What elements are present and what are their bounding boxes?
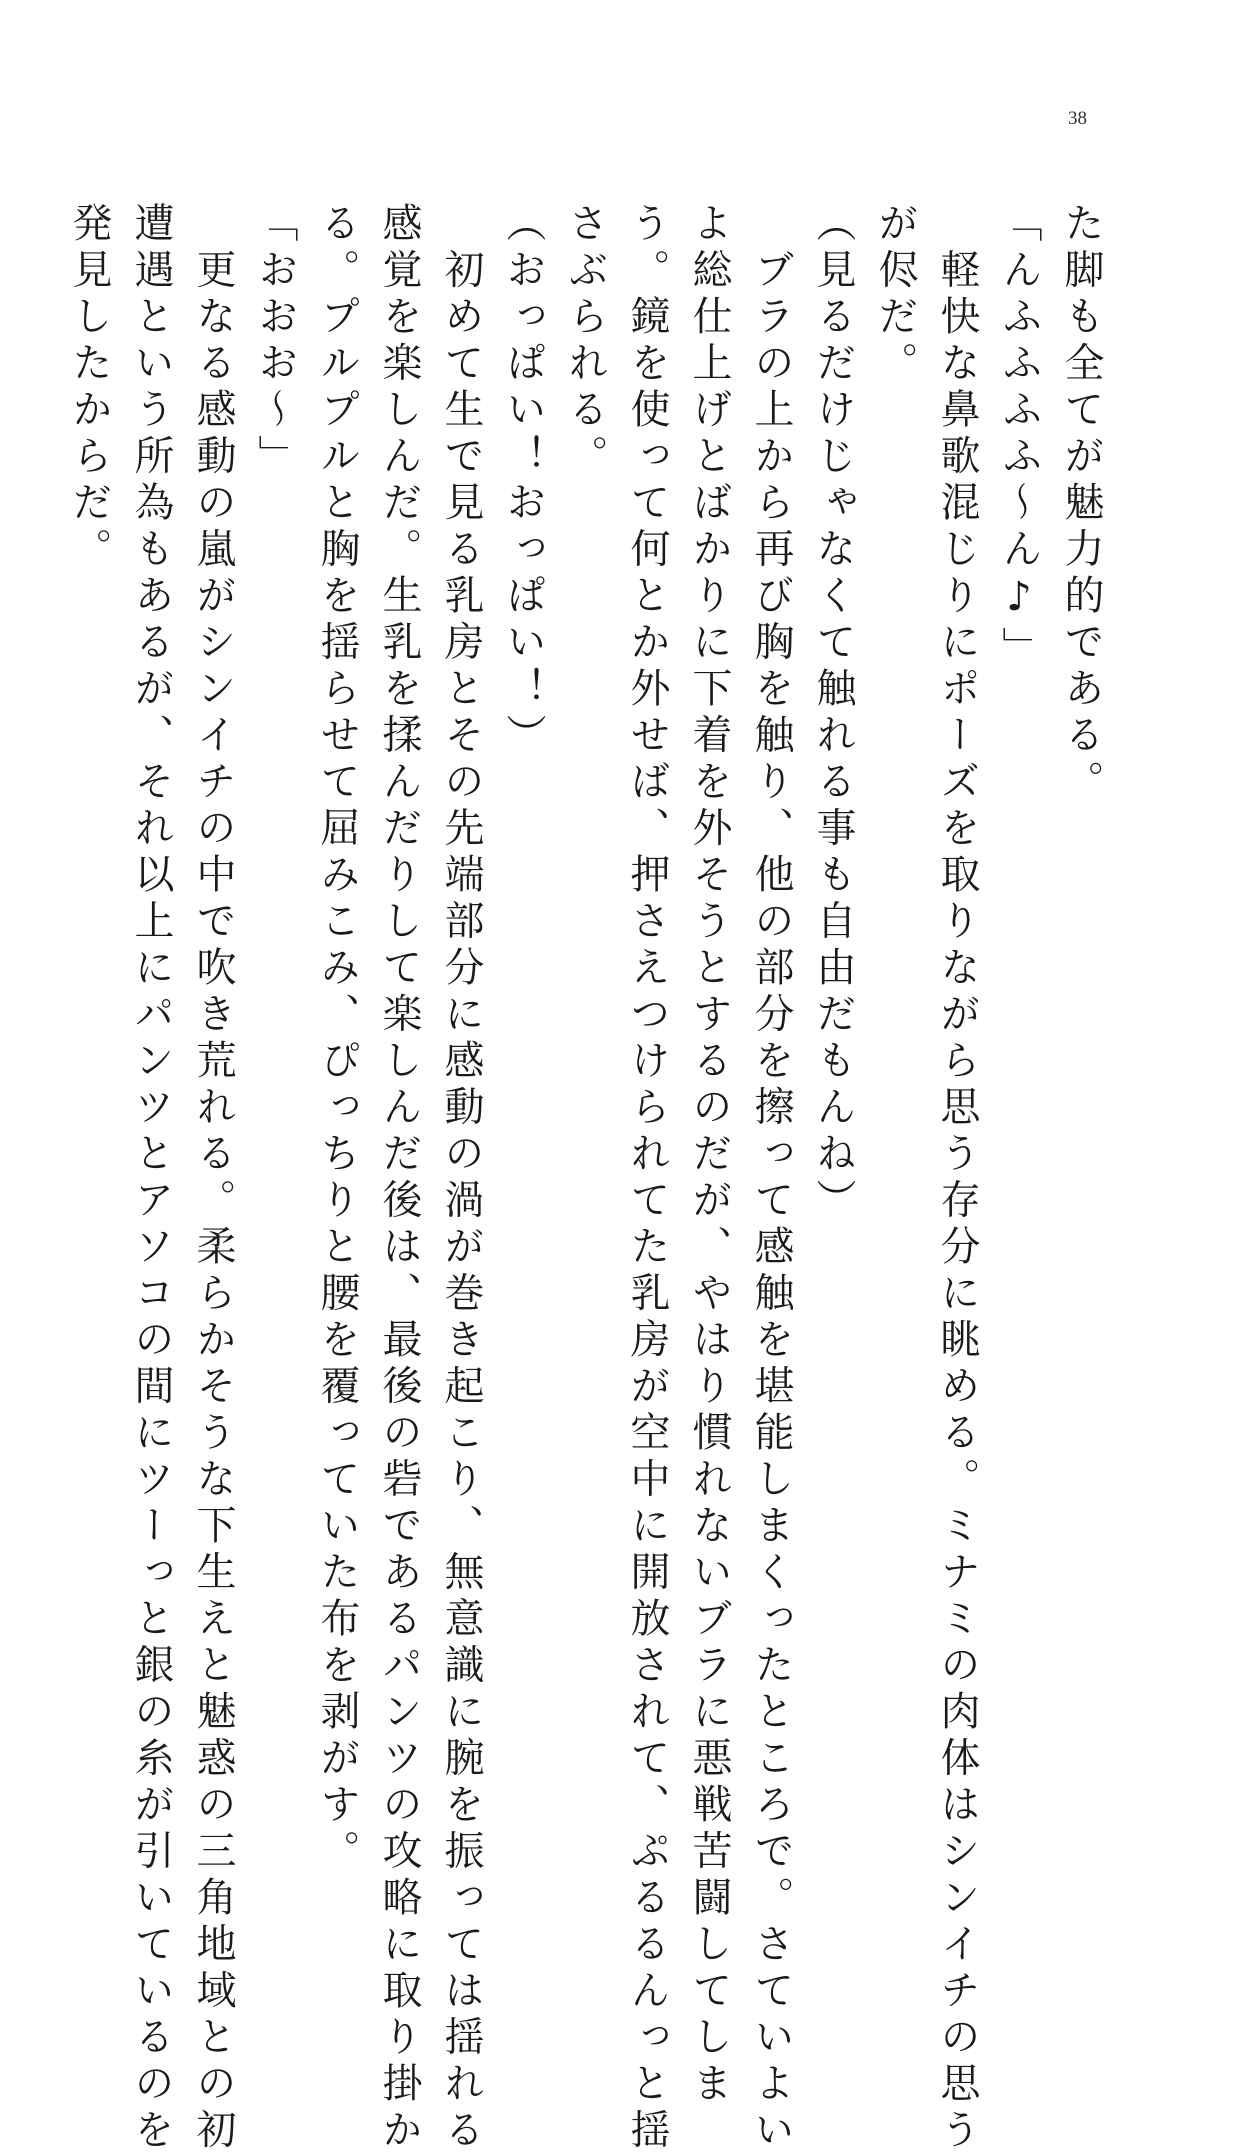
text-line: よ総仕上げとばかりに下着を外そうとするのだが、やはり慣れないブラに悪戦苦闘してしま (686, 202, 732, 2109)
text-line: 「おおお～」 (252, 202, 298, 481)
text-line: 初めて生で見る乳房とその先端部分に感動の渦が巻き起こり、無意識に腕を振っては揺れる (438, 202, 484, 2155)
text-line: 遭遇という所為もあるが、それ以上にパンツとアソコの間にツーっと銀の糸が引いているのを (128, 202, 174, 2155)
text-line: 「んふふふふ～ん♪」 (996, 202, 1042, 673)
page-number: 38 (1068, 108, 1087, 129)
text-line: 軽快な鼻歌混じりにポーズを取りながら思う存分に眺める。ミナミの肉体はシンイチの思う (934, 202, 980, 2155)
text-line: る。プルプルと胸を揺らせて屈みこみ、ぴっちりと腰を覆っていた布を剥がす。 (314, 202, 360, 1876)
text-line: 感覚を楽しんだ。生乳を揉んだりして楽しんだ後は、最後の砦であるパンツの攻略に取り掛か (376, 202, 422, 2155)
text-line: た脚も全てが魅力的である。 (1058, 202, 1104, 807)
text-line: ブラの上から再び胸を触り、他の部分を擦って感触を堪能しまくったところで。さていよい (748, 202, 794, 2155)
text-line: さぶられる。 (562, 202, 608, 481)
text-line: 更なる感動の嵐がシンイチの中で吹き荒れる。柔らかそうな下生えと魅惑の三角地域との初 (190, 202, 236, 2155)
body-text (58, 202, 1112, 2155)
text-line: （おっぱい！おっぱい！） (500, 202, 546, 760)
text-line: が侭だ。 (872, 202, 918, 388)
text-line: （見るだけじゃなくて触れる事も自由だもんね） (810, 202, 856, 1225)
text-line: 発見したからだ。 (66, 202, 112, 574)
text-line: う。鏡を使って何とか外せば、押さえつけられてた乳房が空中に開放されて、ぷるるんっと揺 (624, 202, 670, 2155)
